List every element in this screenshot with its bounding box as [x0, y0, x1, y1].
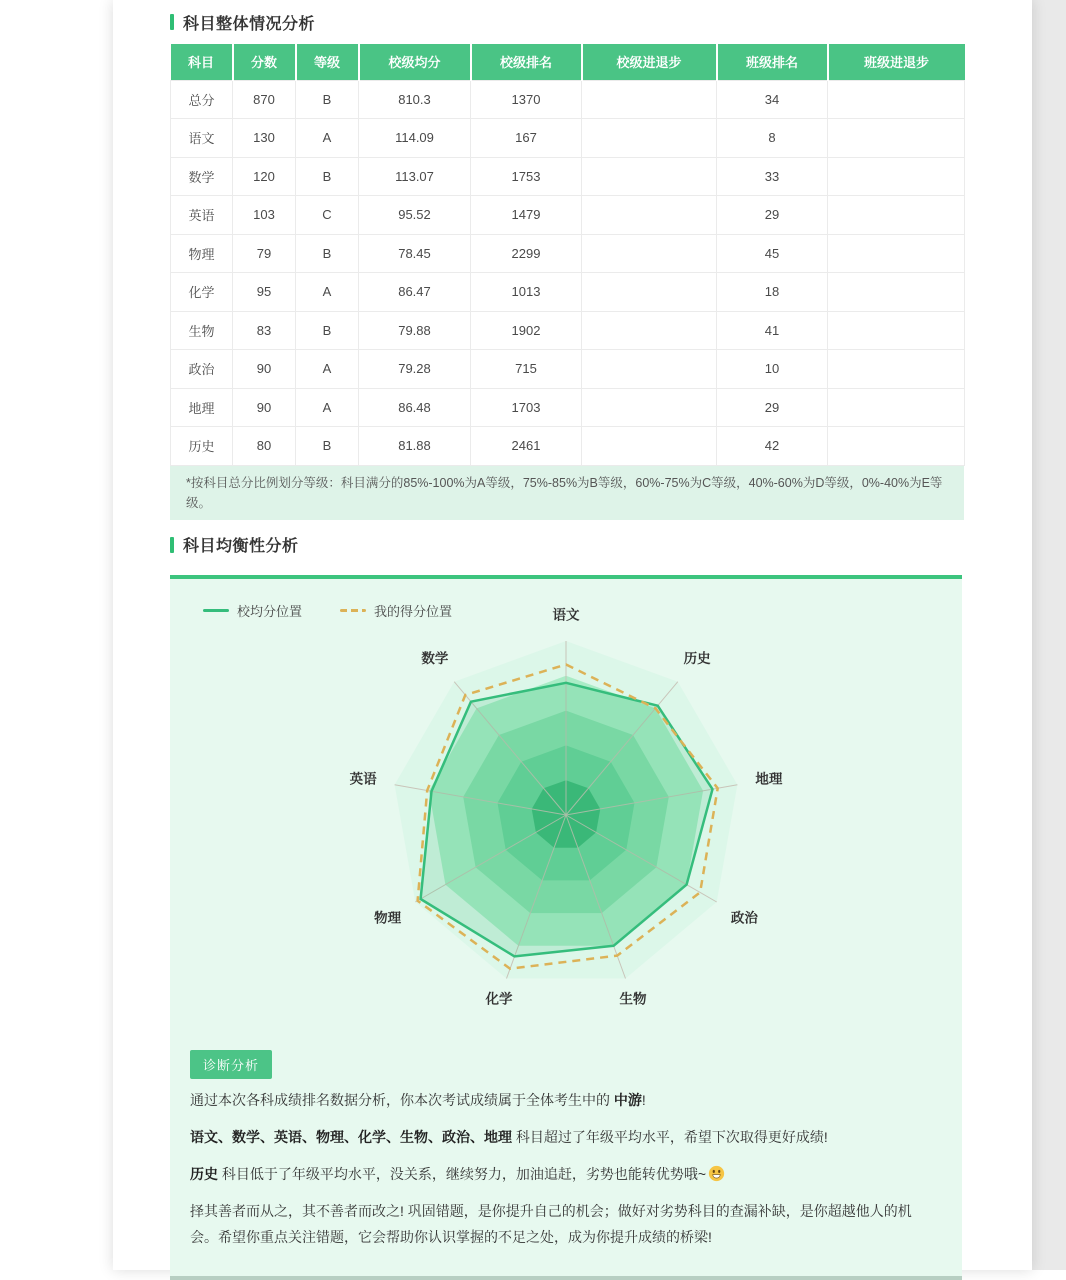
- table-cell: 45: [717, 234, 828, 273]
- table-cell: [582, 234, 717, 273]
- table-cell: 167: [471, 119, 582, 158]
- grade-note: *按科目总分比例划分等级：科目满分的85%-100%为A等级，75%-85%为B等级，60%-75%为C等级，40%-60%为D等级，0%-40%为E等级。: [170, 466, 964, 520]
- table-cell: 80: [233, 427, 296, 466]
- legend-label: 我的得分位置: [374, 603, 453, 619]
- axis-label-4: 生物: [619, 991, 647, 1007]
- section-title-text: 科目整体情况分析: [183, 15, 316, 33]
- axis-label-3: 政治: [730, 910, 758, 925]
- table-cell: 79: [233, 234, 296, 273]
- table-cell: 10: [717, 350, 828, 389]
- table-cell: A: [296, 119, 359, 158]
- diagnosis-paragraph: [190, 1161, 938, 1187]
- diagnosis-highlight: 中游: [613, 1091, 642, 1108]
- table-cell: A: [296, 273, 359, 312]
- axis-label-5: 化学: [485, 991, 513, 1007]
- diagnosis-span: 科目低于了年级平均水平，没关系，继续努力，加油追赶，劣势也能转优势哦~: [218, 1165, 707, 1182]
- table-cell: 地理: [171, 388, 233, 427]
- table-cell: 715: [471, 350, 582, 389]
- table-cell: 2461: [471, 427, 582, 466]
- table-header-row: [171, 44, 965, 80]
- diagnosis-span: 通过本次各科成绩排名数据分析，你本次考试成绩属于全体考生中的: [190, 1091, 614, 1108]
- table-row: [171, 80, 965, 119]
- col-header-6: 班级排名: [717, 44, 828, 80]
- score-table: [170, 44, 965, 466]
- axis-label-0: 语文: [552, 607, 580, 622]
- legend-label: 校均分位置: [237, 603, 303, 619]
- table-cell: [828, 350, 965, 389]
- table-cell: 1902: [471, 311, 582, 350]
- table-row: [171, 311, 965, 350]
- report-card: [113, 0, 1032, 1270]
- col-header-1: 分数: [233, 44, 296, 80]
- col-header-4: 校级排名: [471, 44, 582, 80]
- diagnosis-highlight: 历史: [190, 1165, 218, 1182]
- table-cell: [582, 196, 717, 235]
- table-row: [171, 273, 965, 312]
- table-cell: 18: [717, 273, 828, 312]
- diagnosis-paragraph: [190, 1124, 938, 1150]
- table-cell: 1013: [471, 273, 582, 312]
- table-cell: [828, 388, 965, 427]
- axis-label-1: 历史: [683, 650, 711, 666]
- table-cell: 810.3: [359, 80, 471, 119]
- axis-label-2: 地理: [755, 771, 783, 787]
- table-cell: [582, 80, 717, 119]
- table-cell: B: [296, 311, 359, 350]
- table-cell: 83: [233, 311, 296, 350]
- table-cell: [582, 311, 717, 350]
- page-gutter: [1032, 0, 1066, 1270]
- table-cell: 生物: [171, 311, 233, 350]
- table-cell: B: [296, 80, 359, 119]
- col-header-5: 校级进退步: [582, 44, 717, 80]
- table-cell: 114.09: [359, 119, 471, 158]
- diagnosis-paragraph: [190, 1087, 938, 1113]
- table-cell: 34: [717, 80, 828, 119]
- table-cell: 总分: [171, 80, 233, 119]
- diagnosis-span: 科目超过了年级平均水平，希望下次取得更好成绩!: [512, 1128, 828, 1145]
- table-cell: 物理: [171, 234, 233, 273]
- table-cell: 1370: [471, 80, 582, 119]
- table-cell: 90: [233, 350, 296, 389]
- table-cell: 29: [717, 388, 828, 427]
- table-cell: 81.88: [359, 427, 471, 466]
- table-cell: A: [296, 388, 359, 427]
- table-row: [171, 350, 965, 389]
- table-row: [171, 388, 965, 427]
- table-cell: B: [296, 427, 359, 466]
- table-cell: 英语: [171, 196, 233, 235]
- table-cell: [582, 119, 717, 158]
- table-cell: 1753: [471, 157, 582, 196]
- table-cell: [828, 157, 965, 196]
- table-row: [171, 196, 965, 235]
- section-title-overall: [170, 12, 964, 32]
- table-cell: B: [296, 157, 359, 196]
- diagnosis-badge: 诊断分析: [190, 1050, 272, 1079]
- table-cell: 历史: [171, 427, 233, 466]
- col-header-3: 校级均分: [359, 44, 471, 80]
- table-cell: [582, 157, 717, 196]
- radar-chart: [170, 604, 962, 1034]
- diagnosis-text: [190, 1087, 938, 1261]
- table-row: [171, 157, 965, 196]
- diagnosis-span: 择其善者而从之，其不善者而改之! 巩固错题，是你提升自己的机会；做好对劣势科目的查漏补缺，是你超越他人的机会。希望你重点关注错题，它会帮助你认识掌握的不足之处，成为你提升成绩的桥梁!: [190, 1202, 912, 1245]
- table-cell: 79.88: [359, 311, 471, 350]
- axis-label-7: 英语: [349, 771, 377, 787]
- section-title-balance: [170, 535, 964, 555]
- table-cell: [582, 388, 717, 427]
- table-cell: 42: [717, 427, 828, 466]
- table-cell: [828, 119, 965, 158]
- table-cell: [828, 273, 965, 312]
- table-cell: 政治: [171, 350, 233, 389]
- table-cell: 78.45: [359, 234, 471, 273]
- card-bottom-edge: [170, 1276, 962, 1280]
- section-title-text: 科目均衡性分析: [183, 538, 299, 555]
- smiley-emoji-icon: [708, 1165, 725, 1182]
- table-cell: [828, 80, 965, 119]
- table-cell: [828, 427, 965, 466]
- table-cell: 29: [717, 196, 828, 235]
- table-cell: 化学: [171, 273, 233, 312]
- table-cell: [582, 350, 717, 389]
- table-cell: 130: [233, 119, 296, 158]
- table-cell: B: [296, 234, 359, 273]
- axis-label-8: 数学: [421, 650, 449, 666]
- diagnosis-paragraph: [190, 1198, 938, 1250]
- table-row: [171, 427, 965, 466]
- table-cell: 870: [233, 80, 296, 119]
- table-cell: 41: [717, 311, 828, 350]
- table-cell: 1703: [471, 388, 582, 427]
- table-row: [171, 234, 965, 273]
- table-cell: [828, 311, 965, 350]
- diagnosis-highlight: 语文、数学、英语、物理、化学、生物、政治、地理: [190, 1128, 512, 1145]
- table-cell: [828, 234, 965, 273]
- table-cell: 2299: [471, 234, 582, 273]
- table-cell: 1479: [471, 196, 582, 235]
- table-cell: 90: [233, 388, 296, 427]
- axis-label-6: 物理: [374, 910, 402, 925]
- title-accent-bar: [170, 537, 174, 553]
- title-accent-bar: [170, 14, 174, 30]
- table-cell: 86.47: [359, 273, 471, 312]
- table-row: [171, 119, 965, 158]
- table-cell: 95: [233, 273, 296, 312]
- table-cell: 103: [233, 196, 296, 235]
- col-header-2: 等级: [296, 44, 359, 80]
- table-cell: 120: [233, 157, 296, 196]
- table-cell: [582, 427, 717, 466]
- balance-chart-card: [170, 575, 962, 1280]
- table-cell: 79.28: [359, 350, 471, 389]
- table-cell: 数学: [171, 157, 233, 196]
- table-cell: [582, 273, 717, 312]
- table-cell: C: [296, 196, 359, 235]
- table-cell: A: [296, 350, 359, 389]
- col-header-7: 班级进退步: [828, 44, 965, 80]
- diagnosis-span: !: [641, 1091, 646, 1108]
- table-cell: 33: [717, 157, 828, 196]
- table-cell: 86.48: [359, 388, 471, 427]
- table-cell: 95.52: [359, 196, 471, 235]
- col-header-0: 科目: [171, 44, 233, 80]
- table-cell: [828, 196, 965, 235]
- table-cell: 8: [717, 119, 828, 158]
- table-cell: 113.07: [359, 157, 471, 196]
- table-cell: 语文: [171, 119, 233, 158]
